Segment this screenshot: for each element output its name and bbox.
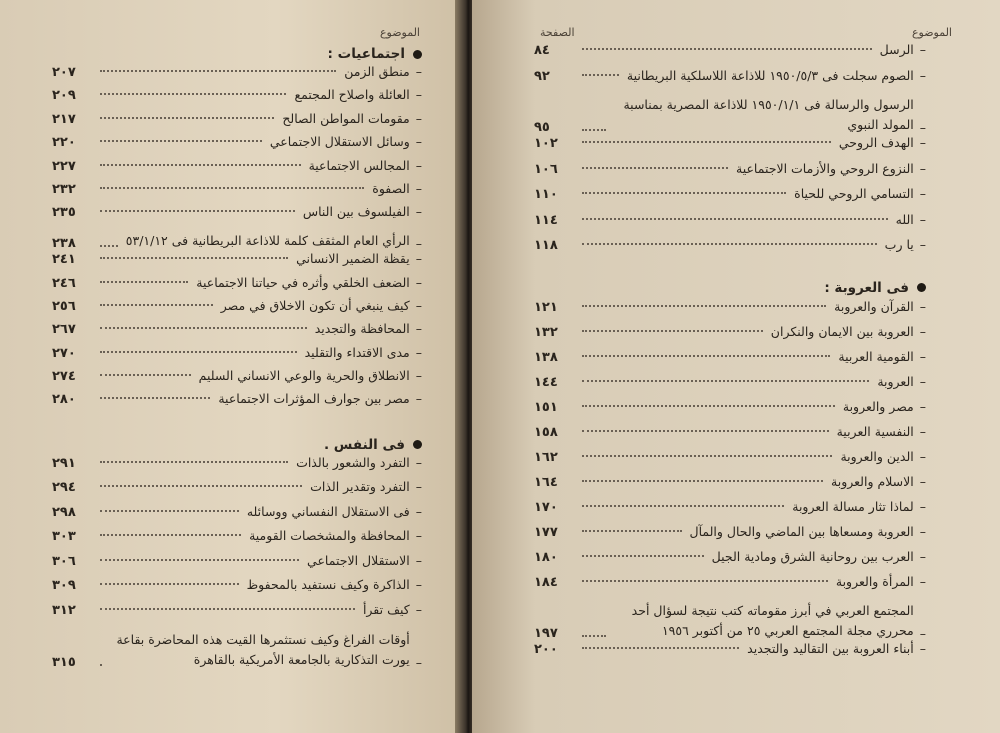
dot-leader [582,243,877,245]
dot-leader [100,164,301,166]
toc-entry [52,275,422,298]
entry-dash: – [919,498,926,514]
dot-leader [100,608,355,610]
toc-entry [52,298,422,321]
toc-entry-page: ١٣٨ [534,349,558,365]
dot-leader [582,129,606,131]
dot-leader [100,559,299,561]
dot-leader [582,530,682,532]
dot-leader [582,330,763,332]
toc-entry-page: ٣٠٩ [52,578,76,594]
dot-leader [100,257,288,259]
toc-entry [52,479,422,504]
entry-dash: – [919,135,926,150]
toc-entry-page: ٢٣٨ [52,236,76,252]
toc-entry [534,186,926,212]
entry-dash: – [415,577,422,593]
toc-entry [534,42,926,68]
dot-leader [582,580,828,582]
toc-entry-title: العروبة [877,373,914,389]
toc-entry-page: ١٥١ [534,399,558,415]
toc-entry-page: ١١٤ [534,212,558,228]
toc-entry [534,524,926,549]
entry-dash: – [415,64,422,79]
toc-entry-title: القرآن والعروبة [834,298,914,314]
toc-entry-title: النفسية العربية [836,423,914,439]
toc-entry-page: ٢٧٤ [52,369,76,385]
toc-entry-title: الضعف الخلقي وأثره في حياتنا الاجتماعية [196,274,410,290]
entry-dash: – [919,473,926,489]
toc-entry [52,181,422,204]
toc-entry-page: ٨٤ [534,43,550,58]
toc-entry [52,251,422,274]
dot-leader [100,187,364,189]
toc-entry [534,549,926,574]
entry-dash: – [919,237,926,252]
entry-dash: – [415,454,422,470]
toc-entry-title: يا رب [884,237,914,252]
dot-leader [582,455,832,457]
entry-dash: – [415,601,422,617]
toc-entry-page: ١٠٢ [534,136,558,151]
toc-entry [534,237,926,263]
toc-entry [52,553,422,578]
dot-leader [582,74,619,76]
entry-dash: – [919,323,926,339]
toc-entry-page: ١١٠ [534,187,558,202]
toc-entry-title: أوقات الفراغ وكيف نستثمرها القيت هذه المحاضرة بقاعة يورت التذكارية بالجامعة الأمريكية بالقاهرة [116,632,410,668]
toc-entry-title: الرأي العام المثقف كلمة للاذاعة البريطانية فى ٥٣/١/١٢ [125,233,410,249]
toc-entry-title: التفرد والشعور بالذات [296,454,410,470]
dot-leader [582,141,831,143]
dot-leader [100,374,191,376]
toc-entry-page: ١٤٤ [534,374,558,390]
toc-entry-page: ١٣٢ [534,324,558,340]
toc-entry-page: ٢٥٦ [52,298,76,314]
toc-entry [52,602,422,627]
toc-entry [52,158,422,181]
entry-dash: – [919,398,926,414]
toc-entry-page: ١٧٧ [534,524,558,540]
toc-entry-title: أبناء العروبة بين التقاليد والتجديد [747,640,914,656]
entry-dash: – [919,67,926,83]
toc-entry-page: ٢٧٠ [52,345,76,361]
entry-dash: – [919,186,926,201]
entry-dash: – [919,373,926,389]
entry-dash: – [415,134,422,150]
dot-leader [582,635,606,637]
toc-entry-title: الهدف الروحي [838,135,914,150]
toc-entry [52,204,422,227]
entry-dash: – [415,321,422,337]
entry-dash: – [415,251,422,267]
entry-dash: – [919,160,926,176]
toc-entry [534,449,926,474]
toc-entry-page: ٢٢٠ [52,135,76,151]
entry-dash: – [415,503,422,519]
toc-entry [52,111,422,134]
toc-entry [534,574,926,599]
toc-entry [52,577,422,602]
dot-leader [582,555,704,557]
toc-entry [534,299,926,324]
toc-entry-title: العروبة ومسعاها بين الماضي والحال والمآل [689,523,914,539]
dot-leader [100,583,239,585]
entry-dash: – [415,655,422,671]
dot-leader [582,48,872,50]
dot-leader [100,140,262,142]
dot-leader [582,355,830,357]
entry-dash: – [919,42,926,57]
toc-entry-title: المجتمع العربي في أبرز مقوماته كتب نتيجة لسؤال أحد محرري مجلة المجتمع العربي ٢٥ من أكتوبر ١٩٥٦ [631,602,914,638]
toc-entry-title: التفرد وتقدير الذات [310,479,410,495]
entry-dash: – [415,110,422,126]
toc-entry-page: ٣١٢ [52,602,76,618]
toc-entry [52,626,422,670]
entry-dash: – [919,640,926,656]
entry-dash: – [919,448,926,464]
dot-leader [582,167,728,169]
left-page [0,0,462,733]
right-page-header-topic: الموضوع [911,26,952,39]
toc-entry-title: الرسل [879,42,914,57]
toc-entry-title: المرأة والعروبة [835,573,914,589]
dot-leader [100,461,288,463]
toc-entry-title: لماذا تثار مسالة العروبة [792,498,914,514]
toc-entry-title: منطق الزمن [344,64,410,79]
toc-entry [534,349,926,374]
entry-dash: – [415,180,422,196]
toc-entry-page: ٢٠٠ [534,641,558,657]
toc-entry-title: فى الاستقلال النفساني ووسائله [246,503,410,519]
toc-entry [52,391,422,414]
dot-leader [100,510,239,512]
toc-entry [534,68,926,94]
toc-entry-page: ٢٩٨ [52,504,76,520]
toc-entry [534,93,926,135]
dot-leader [100,351,297,353]
entry-dash: – [415,236,422,252]
section-heading: فى العروبة : [534,277,926,299]
toc-entry-page: ١١٨ [534,238,558,253]
toc-entry [534,424,926,449]
entry-dash: – [919,523,926,539]
toc-entry [52,64,422,87]
toc-entry-page: ٢٢٧ [52,158,76,174]
toc-entry [52,455,422,480]
toc-entry-page: ٣٠٣ [52,529,76,545]
toc-entry [534,499,926,524]
toc-entry-page: ٢٤١ [52,252,76,268]
right-page-header-page: الصفحة [540,26,575,39]
dot-leader [582,505,784,507]
toc-entry-title: مصر والعروبة [842,398,914,414]
entry-dash: – [415,552,422,568]
entry-dash: – [919,548,926,564]
left-page-header: الموضوع [379,26,420,39]
dot-leader [100,397,210,399]
toc-entry-title: مصر بين جوارف المؤثرات الاجتماعية [218,391,410,407]
right-toc [534,42,926,666]
toc-entry-title: الدين والعروبة [840,448,914,464]
toc-entry-title: العائلة واصلاح المجتمع [294,87,410,103]
entry-dash: – [415,157,422,173]
entry-dash: – [415,368,422,384]
toc-entry-page: ١٦٤ [534,474,558,490]
toc-entry-page: ٩٥ [534,120,550,135]
entry-dash: – [415,344,422,360]
dot-leader [582,480,823,482]
section-heading: فى النفس . [52,435,422,455]
toc-entry-page: ١٥٨ [534,424,558,440]
toc-entry-title: الانطلاق والحرية والوعي الانساني السليم [198,368,410,384]
entry-dash: – [415,204,422,220]
dot-leader [582,192,786,194]
toc-entry-title: التسامي الروحي للحياة [794,186,914,201]
dot-leader [100,304,213,306]
toc-entry [534,212,926,238]
toc-entry [534,324,926,349]
toc-entry-page: ١٨٤ [534,574,558,590]
entry-dash: – [919,348,926,364]
toc-entry [52,528,422,553]
entry-dash: – [415,87,422,103]
toc-entry-title: المحافظة والمشخصات القومية [249,528,410,544]
toc-entry-title: الفيلسوف بين الناس [302,204,410,220]
toc-entry-title: المحافظة والتجديد [314,321,410,337]
toc-entry-title: النزوع الروحي والأزمات الاجتماعية [736,160,914,176]
toc-entry-title: مدى الاقتداء والتقليد [304,344,410,360]
toc-entry-title: الصوم سجلت فى ١٩٥٠/٥/٣ للاذاعة اللاسلكية البريطانية [626,67,914,83]
section-heading: اجتماعيات : [52,44,422,64]
toc-entry-page: ٢٣٥ [52,205,76,221]
toc-entry [534,599,926,641]
toc-entry [52,504,422,529]
toc-entry-page: ١٠٦ [534,161,558,177]
toc-entry [534,161,926,187]
toc-entry-page: ١٨٠ [534,549,558,565]
toc-entry-title: القومية العربية [838,348,914,364]
toc-entry-title: الذاكرة وكيف نستفيد بالمحفوظ [246,577,410,593]
toc-entry-page: ٢٣٢ [52,181,76,197]
entry-dash: – [919,298,926,314]
toc-entry-title: يقظة الضمير الانساني [296,251,410,267]
dot-leader [100,485,302,487]
dot-leader [582,647,739,649]
dot-leader [582,405,835,407]
entry-dash: – [919,573,926,589]
toc-entry-page: ٣١٥ [52,655,76,671]
toc-entry [534,399,926,424]
entry-dash: – [919,211,926,227]
toc-entry-page: ٢٠٧ [52,65,76,80]
dot-leader [100,281,188,283]
entry-dash: – [415,391,422,407]
entry-dash: – [919,423,926,439]
toc-entry-title: وسائل الاستقلال الاجتماعي [269,134,410,150]
bullet-icon [413,440,422,449]
toc-entry-page: ١٩٧ [534,625,558,641]
toc-entry-page: ٩٢ [534,68,550,84]
dot-leader [100,70,336,72]
toc-entry-title: الله [895,211,914,227]
toc-entry-page: ١٦٢ [534,449,558,465]
toc-entry-page: ٢٨٠ [52,392,76,408]
toc-entry [534,641,926,666]
toc-entry-title: العرب بين روحانية الشرق ومادية الجيل [711,548,914,564]
toc-entry-title: الرسول والرسالة فى ١٩٥٠/١/١ للاذاعة المصرية بمناسبة المولد النبوي [623,97,914,132]
toc-entry [52,134,422,157]
toc-entry-page: ٢٠٩ [52,88,76,104]
dot-leader [582,380,869,382]
toc-entry-title: المجالس الاجتماعية [308,157,410,173]
toc-entry-page: ٢٤٦ [52,275,76,291]
entry-dash: – [415,297,422,313]
entry-dash: – [415,274,422,290]
dot-leader [100,210,295,212]
toc-entry [52,321,422,344]
toc-entry-page: ١٢١ [534,299,558,315]
toc-entry [534,474,926,499]
toc-entry-page: ٢٩١ [52,455,76,471]
entry-dash: – [919,625,926,641]
dot-leader [582,218,888,220]
toc-entry-title: مقومات المواطن الصالح [282,110,410,126]
toc-entry [534,374,926,399]
dot-leader [100,327,307,329]
toc-entry-title: العروبة بين الايمان والنكران [770,323,914,339]
toc-entry [52,87,422,110]
dot-leader [582,305,826,307]
toc-entry-title: الاسلام والعروبة [831,473,914,489]
dot-leader [100,117,274,119]
dot-leader [582,430,829,432]
toc-entry [52,368,422,391]
toc-entry-title: الصفوة [372,180,410,196]
bullet-icon [917,283,926,292]
toc-entry [52,228,422,251]
toc-entry-page: ١٧٠ [534,499,558,515]
dot-leader [100,93,286,95]
toc-entry-title: الاستقلال الاجتماعي [307,552,410,568]
toc-entry-title: كيف تقرأ [362,601,410,617]
toc-entry-page: ٣٠٦ [52,553,76,569]
toc-entry [534,135,926,161]
left-toc [52,44,422,670]
toc-entry-title: كيف ينبغي أن تكون الاخلاق في مصر [220,297,410,313]
toc-entry-page: ٢٩٤ [52,480,76,496]
bullet-icon [413,50,422,59]
right-page [472,0,1000,733]
toc-entry [52,345,422,368]
dot-leader [100,245,118,247]
entry-dash: – [919,120,926,135]
entry-dash: – [415,479,422,495]
toc-entry-page: ٢٦٧ [52,322,76,338]
dot-leader [100,664,102,666]
dot-leader [100,534,241,536]
toc-entry-page: ٢١٧ [52,111,76,127]
entry-dash: – [415,528,422,544]
